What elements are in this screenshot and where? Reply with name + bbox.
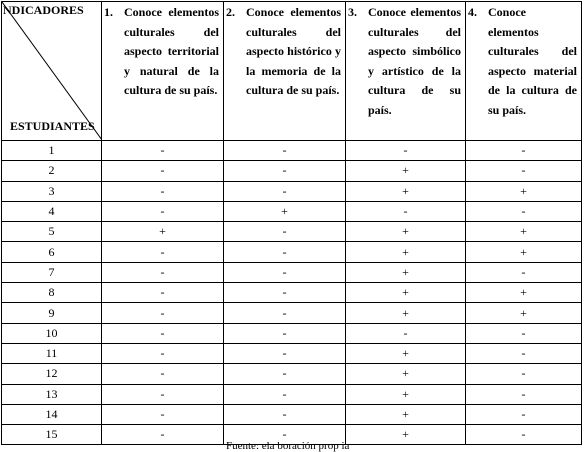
- student-number: 10: [2, 323, 102, 343]
- indicators-table: [1, 1, 582, 445]
- indicator-3-value: +: [346, 364, 466, 384]
- indicator-3-value: -: [346, 323, 466, 343]
- indicator-1-value: -: [102, 303, 224, 323]
- indicator-1-value: -: [102, 141, 224, 161]
- indicators-label: NDICADORES: [3, 3, 84, 17]
- table-row: [2, 283, 582, 303]
- student-number: 7: [2, 262, 102, 282]
- indicator-4-value: -: [466, 161, 582, 181]
- indicator-2-value: -: [224, 262, 346, 282]
- indicator-3-value: +: [346, 283, 466, 303]
- indicator-3-value: +: [346, 384, 466, 404]
- student-number: 9: [2, 303, 102, 323]
- student-number: 2: [2, 161, 102, 181]
- indicator-1-value: -: [102, 161, 224, 181]
- indicator-3-value: +: [346, 242, 466, 262]
- indicator-2-value: -: [224, 384, 346, 404]
- indicator-1-value: +: [102, 222, 224, 242]
- indicator-3-value: -: [346, 201, 466, 221]
- indicator-1-value: -: [102, 404, 224, 424]
- indicator-header-2: [224, 2, 346, 141]
- indicator-1-value: -: [102, 181, 224, 201]
- table-row: [2, 141, 582, 161]
- indicator-2-value: -: [224, 404, 346, 424]
- student-number: 3: [2, 181, 102, 201]
- students-label: ESTUDIANTES: [10, 119, 95, 133]
- indicator-header-4: [466, 2, 582, 141]
- student-number: 6: [2, 242, 102, 262]
- indicator-number: 3.: [348, 5, 357, 19]
- indicator-2-value: -: [224, 303, 346, 323]
- student-number: 14: [2, 404, 102, 424]
- table-row: [2, 262, 582, 282]
- indicator-text: Conoce elementos culturales del aspecto simbólico y artístico de la cultura de su país.: [368, 5, 461, 117]
- indicator-4-value: +: [466, 303, 582, 323]
- student-number: 11: [2, 343, 102, 363]
- table-row: [2, 242, 582, 262]
- corner-header-cell: [2, 2, 102, 141]
- indicator-4-value: +: [466, 242, 582, 262]
- student-number: 5: [2, 222, 102, 242]
- indicator-4-value: -: [466, 343, 582, 363]
- indicator-1-value: -: [102, 425, 224, 445]
- student-number: 12: [2, 364, 102, 384]
- indicator-3-value: +: [346, 262, 466, 282]
- indicator-1-value: -: [102, 364, 224, 384]
- indicator-2-value: +: [224, 201, 346, 221]
- indicator-3-value: +: [346, 404, 466, 424]
- indicator-3-value: +: [346, 425, 466, 445]
- table-row: [2, 201, 582, 221]
- indicator-2-value: -: [224, 242, 346, 262]
- indicator-4-value: +: [466, 181, 582, 201]
- table-row: [2, 364, 582, 384]
- indicator-1-value: -: [102, 283, 224, 303]
- table-row: [2, 323, 582, 343]
- indicator-4-value: -: [466, 323, 582, 343]
- table-row: [2, 343, 582, 363]
- table-row: [2, 222, 582, 242]
- indicator-4-value: -: [466, 364, 582, 384]
- indicator-3-value: +: [346, 222, 466, 242]
- indicator-text: Conoce elementos culturales del aspecto histórico y la memoria de la cultura de su país.: [246, 5, 341, 98]
- student-number: 4: [2, 201, 102, 221]
- indicator-3-value: +: [346, 181, 466, 201]
- indicator-4-value: +: [466, 222, 582, 242]
- header-row: [2, 2, 582, 141]
- indicator-2-value: -: [224, 181, 346, 201]
- indicator-2-value: -: [224, 364, 346, 384]
- indicator-4-value: -: [466, 384, 582, 404]
- indicator-4-value: +: [466, 283, 582, 303]
- indicator-text: Conoce elementos culturales del aspecto material de la cultura de su país.: [488, 5, 577, 117]
- indicator-1-value: -: [102, 384, 224, 404]
- indicator-2-value: -: [224, 283, 346, 303]
- student-number: 8: [2, 283, 102, 303]
- indicator-number: 4.: [468, 5, 477, 19]
- indicator-4-value: -: [466, 201, 582, 221]
- indicator-1-value: -: [102, 323, 224, 343]
- indicator-3-value: -: [346, 141, 466, 161]
- student-number: 13: [2, 384, 102, 404]
- indicator-2-value: -: [224, 323, 346, 343]
- indicator-3-value: +: [346, 161, 466, 181]
- indicator-2-value: -: [224, 222, 346, 242]
- table-row: [2, 181, 582, 201]
- indicator-2-value: -: [224, 343, 346, 363]
- indicator-number: 1.: [104, 5, 113, 19]
- source-caption: Fuente: ela boración prop ia: [226, 440, 350, 452]
- indicator-4-value: -: [466, 425, 582, 445]
- indicator-3-value: +: [346, 303, 466, 323]
- indicator-header-1: [102, 2, 224, 141]
- indicator-header-3: [346, 2, 466, 141]
- student-number: 1: [2, 141, 102, 161]
- indicator-2-value: -: [224, 161, 346, 181]
- indicator-text: Conoce elementos culturales del aspecto territorial y natural de la cultura de su país.: [124, 5, 219, 98]
- indicator-4-value: -: [466, 262, 582, 282]
- indicator-2-value: -: [224, 425, 346, 445]
- indicator-3-value: +: [346, 343, 466, 363]
- indicator-1-value: -: [102, 201, 224, 221]
- table-row: [2, 161, 582, 181]
- indicator-number: 2.: [226, 5, 235, 19]
- indicator-4-value: -: [466, 404, 582, 424]
- table-row: [2, 384, 582, 404]
- table-row: [2, 303, 582, 323]
- indicator-1-value: -: [102, 242, 224, 262]
- student-number: 15: [2, 425, 102, 445]
- indicator-1-value: -: [102, 262, 224, 282]
- indicator-1-value: -: [102, 343, 224, 363]
- indicator-2-value: -: [224, 141, 346, 161]
- indicator-4-value: -: [466, 141, 582, 161]
- table-row: [2, 404, 582, 424]
